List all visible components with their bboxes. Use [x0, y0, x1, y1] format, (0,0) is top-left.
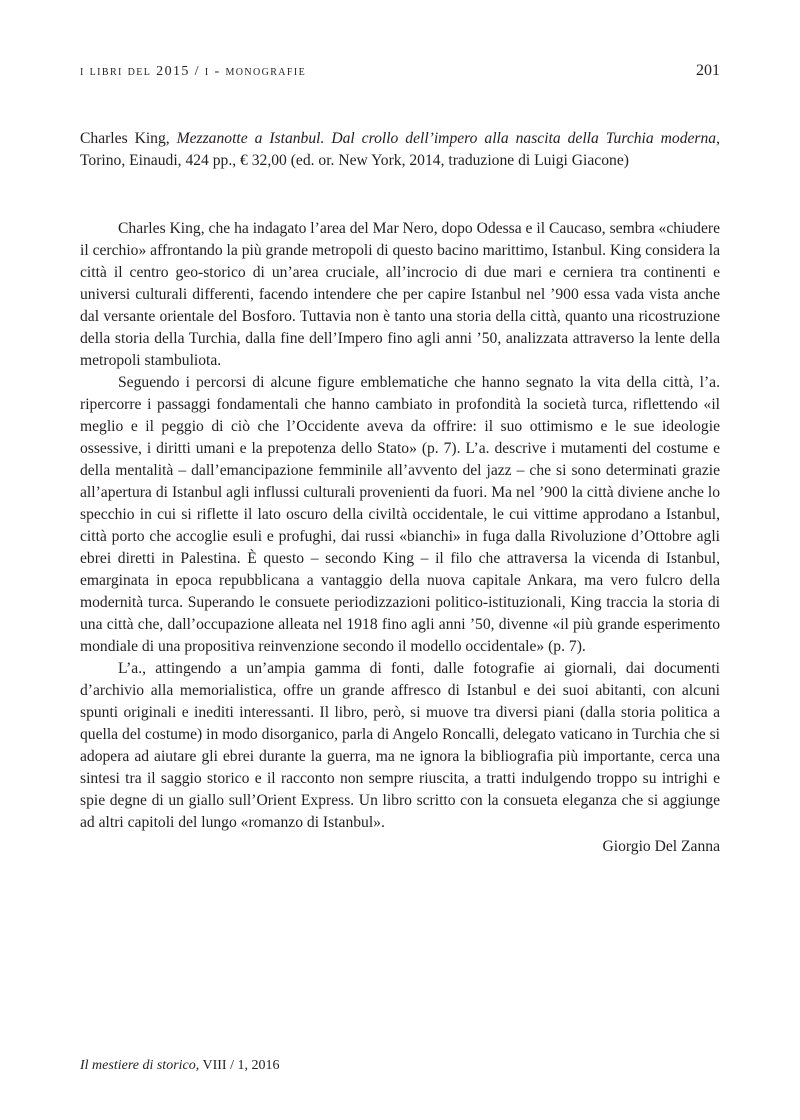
review-paragraph: Seguendo i percorsi di alcune figure emblematiche che hanno segnato la vita della città, l’a. ripercorre i passaggi fondamentali che hanno cambiato in profondità la società turca, riflettendo «il meglio e il peggio di ciò che l’Occidente aveva da offrire: il suo ottimismo e le sue ideologie ossessive, i diritti umani e la prepotenza dello Stato» (p. 7). L’a. descrive i mutamenti del costume e della mentalità – dall’emancipazione femminile all’avvento del jazz – che si sono determinati grazie all’apertura di Istanbul agli influssi culturali provenienti da fuori. Ma nel ’900 la città diviene anche lo specchio in cui si riflette il lato oscuro della civiltà occidentale, le cui vittime approdano a Istanbul, città porto che accoglie esuli e profughi, dai russi «bianchi» in fuga dalla Rivoluzione d’Ottobre agli ebrei diretti in Palestina. È questo – secondo King – il filo che attraversa la vicenda di Istanbul, emarginata in epoca repubblicana a vantaggio della nuova capitale Ankara, ma vero fulcro della modernità turca. Superando le consuete periodizzazioni politico-istituzionali, King traccia la storia di una città che, dall’occupazione alleata nel 1918 fino agli anni ’50, divenne «il più grande esperimento mondiale di una propositiva reinvenzione secondo il modello occidentale» (p. 7).: [80, 374, 720, 655]
journal-issue: , VIII / 1, 2016: [195, 1058, 280, 1073]
book-citation: [80, 128, 720, 172]
citation-details: , Torino, Einaudi, 424 pp., € 32,00 (ed. or. New York, 2014, traduzione di Luigi Giacone): [80, 130, 720, 169]
page-footer: [80, 1058, 279, 1074]
page-number: 201: [696, 62, 720, 79]
review-paragraph: Charles King, che ha indagato l’area del Mar Nero, dopo Odessa e il Caucaso, sembra «chiudere il cerchio» affrontando la più grande metropoli di questo bacino marittimo, Istanbul. King considera la città il centro geo-storico di un’area cruciale, all’incrocio di due mari e cerniera tra continenti e universi culturali differenti, facendo intendere che per capire Istanbul nel ’900 essa vada vista anche dal versante orientale del Bosforo. Tuttavia non è tanto una storia della città, quanto una ricostruzione della storia della Turchia, dalla fine dell’Impero fino agli anni ’50, analizzata attraverso la lente della metropoli stambuliota.: [80, 220, 720, 369]
running-header-section: i libri del 2015 / i - monografie: [80, 64, 307, 79]
review-paragraph: L’a., attingendo a un’ampia gamma di fonti, dalle fotografie ai giornali, dai documenti d’archivio alla memorialistica, offre un grande affresco di Istanbul e dei suoi abitanti, con alcuni spunti originali e inediti interessanti. Il libro, però, si muove tra diversi piani (dalla storia politica a quella del costume) in modo disorganico, parla di Angelo Roncalli, delegato vaticano in Turchia che si adopera ad aiutare gli ebrei durante la guerra, ma ne ignora la bibliografia più importante, cerca una sintesi tra il saggio storico e il racconto non sempre riuscita, a tratti indulgendo troppo su intrighi e spie degne di un giallo sull’Orient Express. Un libro scritto con la consueta eleganza che si aggiunge ad altri capitoli del lungo «romanzo di Istanbul».: [80, 660, 720, 831]
review-body: [80, 218, 720, 858]
journal-name: Il mestiere di storico: [80, 1058, 196, 1073]
citation-title: Mezzanotte a Istanbul. Dal crollo dell’impero alla nascita della Turchia moderna: [176, 130, 717, 147]
reviewer-signature: Giorgio Del Zanna: [602, 838, 720, 855]
running-header: [80, 64, 720, 88]
citation-author: Charles King,: [80, 130, 170, 147]
